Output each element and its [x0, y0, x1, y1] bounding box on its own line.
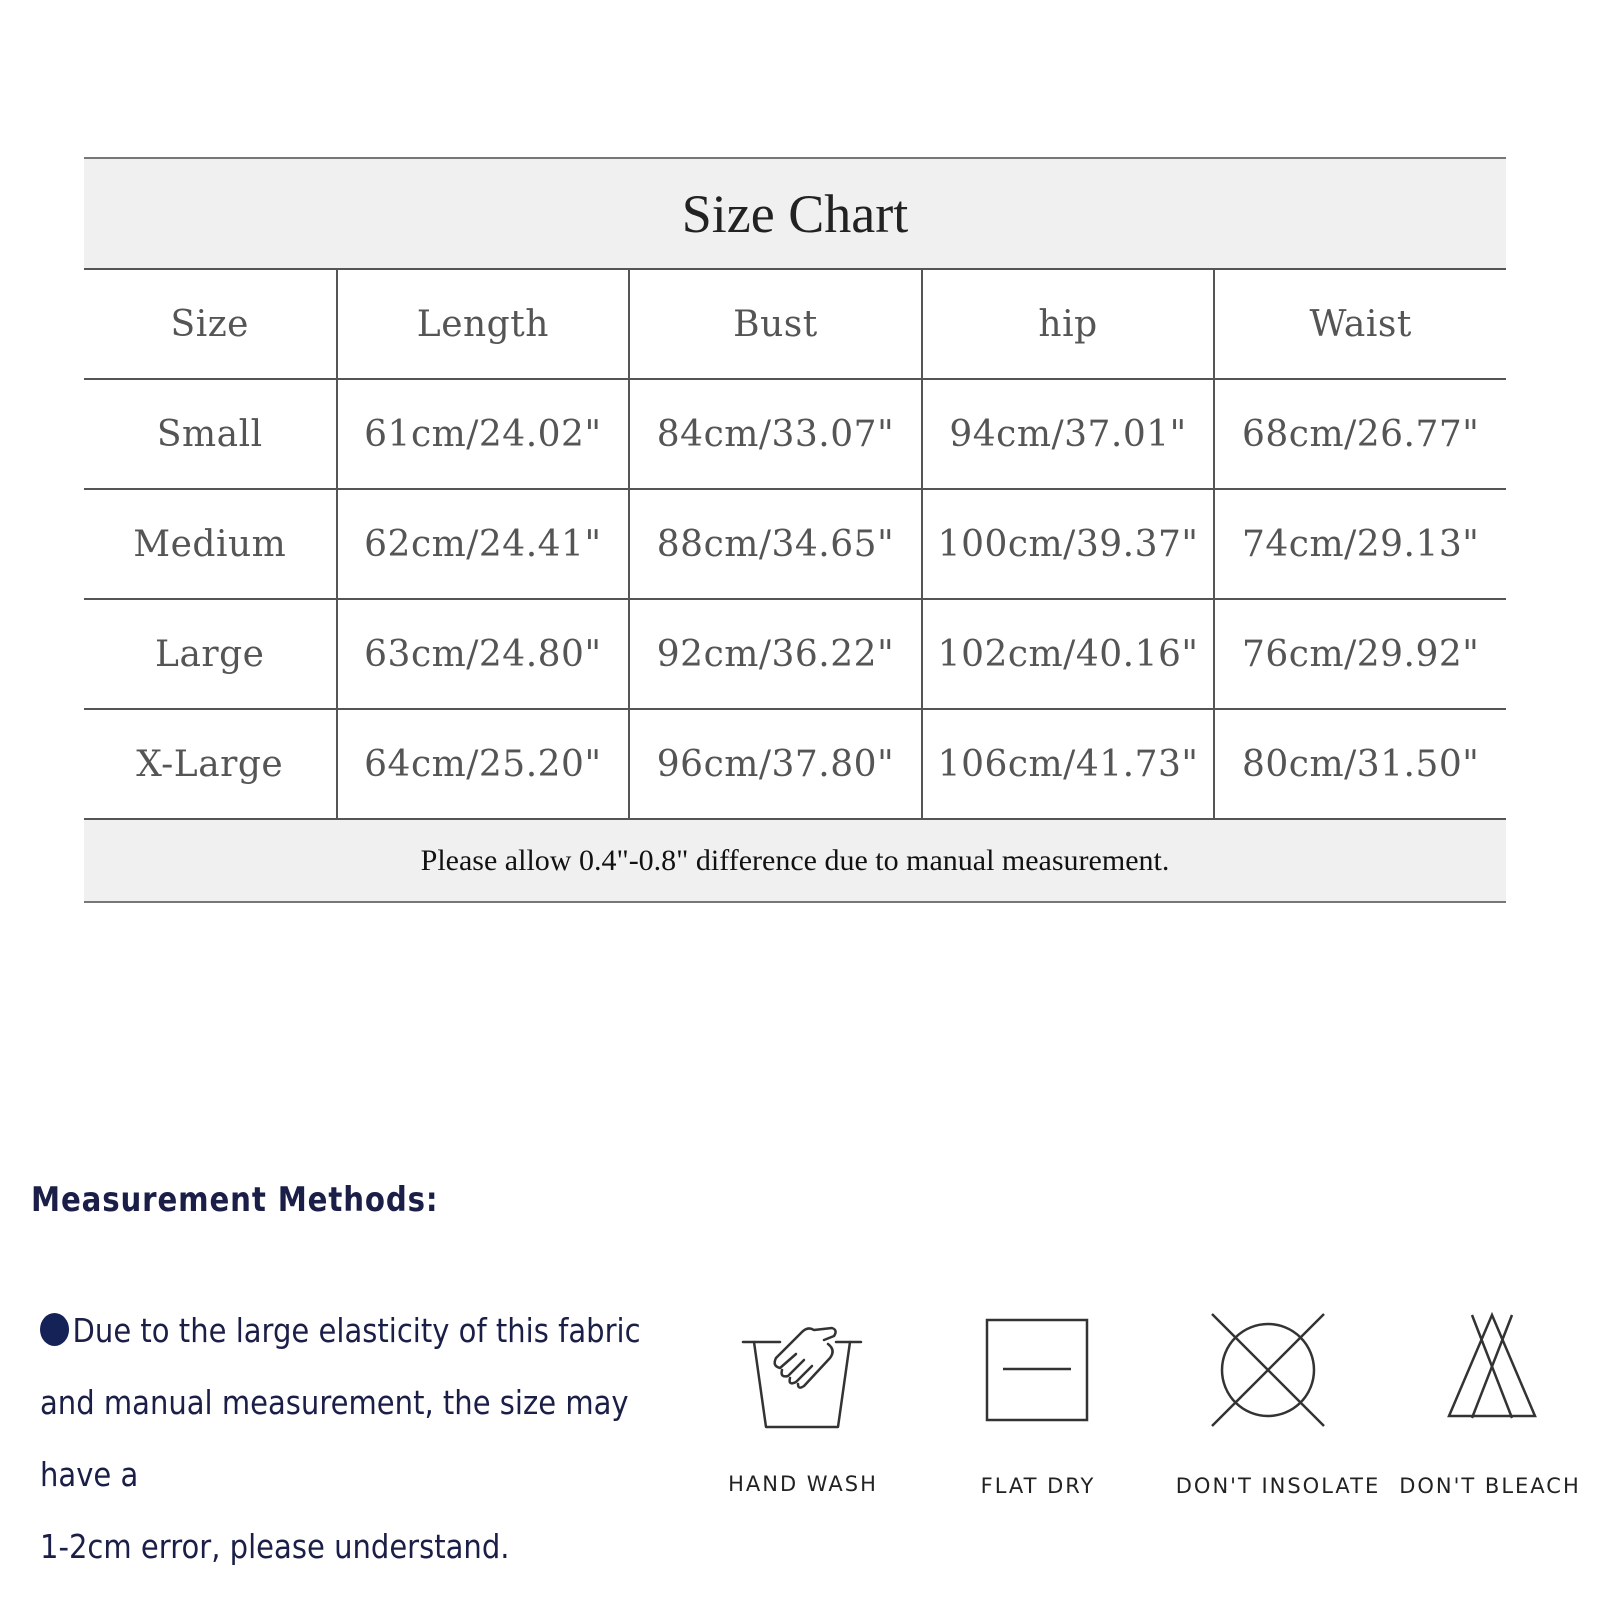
measurement-methods-text: [40, 1295, 656, 1583]
size-cell: X-Large: [84, 709, 337, 819]
waist-cell: 76cm/29.92": [1214, 599, 1506, 709]
table-row: [84, 379, 1506, 489]
bust-cell: 88cm/34.65": [629, 489, 922, 599]
methods-line: Due to the large elasticity of this fabric: [40, 1295, 656, 1367]
size-cell: Medium: [84, 489, 337, 599]
table-header-row: [84, 269, 1506, 379]
do-not-bleach-icon: [1445, 1312, 1539, 1420]
table-row: [84, 709, 1506, 819]
bullet-dot-icon: [40, 1313, 69, 1346]
header-bust: Bust: [629, 269, 922, 379]
flat-dry-label: FLAT DRY: [980, 1474, 1096, 1498]
bust-cell: 92cm/36.22": [629, 599, 922, 709]
length-cell: 64cm/25.20": [337, 709, 630, 819]
size-cell: Large: [84, 599, 337, 709]
table-row: [84, 599, 1506, 709]
table-row: [84, 489, 1506, 599]
hand-wash-icon: [740, 1310, 865, 1435]
hip-cell: 106cm/41.73": [922, 709, 1215, 819]
hip-cell: 102cm/40.16": [922, 599, 1215, 709]
header-waist: Waist: [1214, 269, 1506, 379]
hip-cell: 100cm/39.37": [922, 489, 1215, 599]
length-cell: 62cm/24.41": [337, 489, 630, 599]
size-chart-table: [84, 157, 1506, 903]
waist-cell: 68cm/26.77": [1214, 379, 1506, 489]
do-not-bleach-label: DON'T BLEACH: [1399, 1474, 1581, 1498]
waist-cell: 74cm/29.13": [1214, 489, 1506, 599]
hand-wash-label: HAND WASH: [728, 1472, 878, 1496]
header-size: Size: [84, 269, 337, 379]
measurement-methods-title: Measurement Methods:: [31, 1180, 439, 1220]
methods-line: and manual measurement, the size may have a: [40, 1383, 629, 1494]
header-hip: hip: [922, 269, 1215, 379]
length-cell: 61cm/24.02": [337, 379, 630, 489]
length-cell: 63cm/24.80": [337, 599, 630, 709]
measurement-note: Please allow 0.4"-0.8" difference due to manual measurement.: [84, 819, 1506, 902]
methods-line: 1-2cm error, please understand.: [40, 1527, 510, 1566]
size-cell: Small: [84, 379, 337, 489]
header-length: Length: [337, 269, 630, 379]
do-not-insolate-icon: [1210, 1312, 1326, 1428]
hip-cell: 94cm/37.01": [922, 379, 1215, 489]
size-chart-title: Size Chart: [84, 158, 1506, 269]
do-not-insolate-label: DON'T INSOLATE: [1175, 1474, 1381, 1498]
bust-cell: 84cm/33.07": [629, 379, 922, 489]
waist-cell: 80cm/31.50": [1214, 709, 1506, 819]
flat-dry-icon: [985, 1318, 1089, 1422]
bust-cell: 96cm/37.80": [629, 709, 922, 819]
